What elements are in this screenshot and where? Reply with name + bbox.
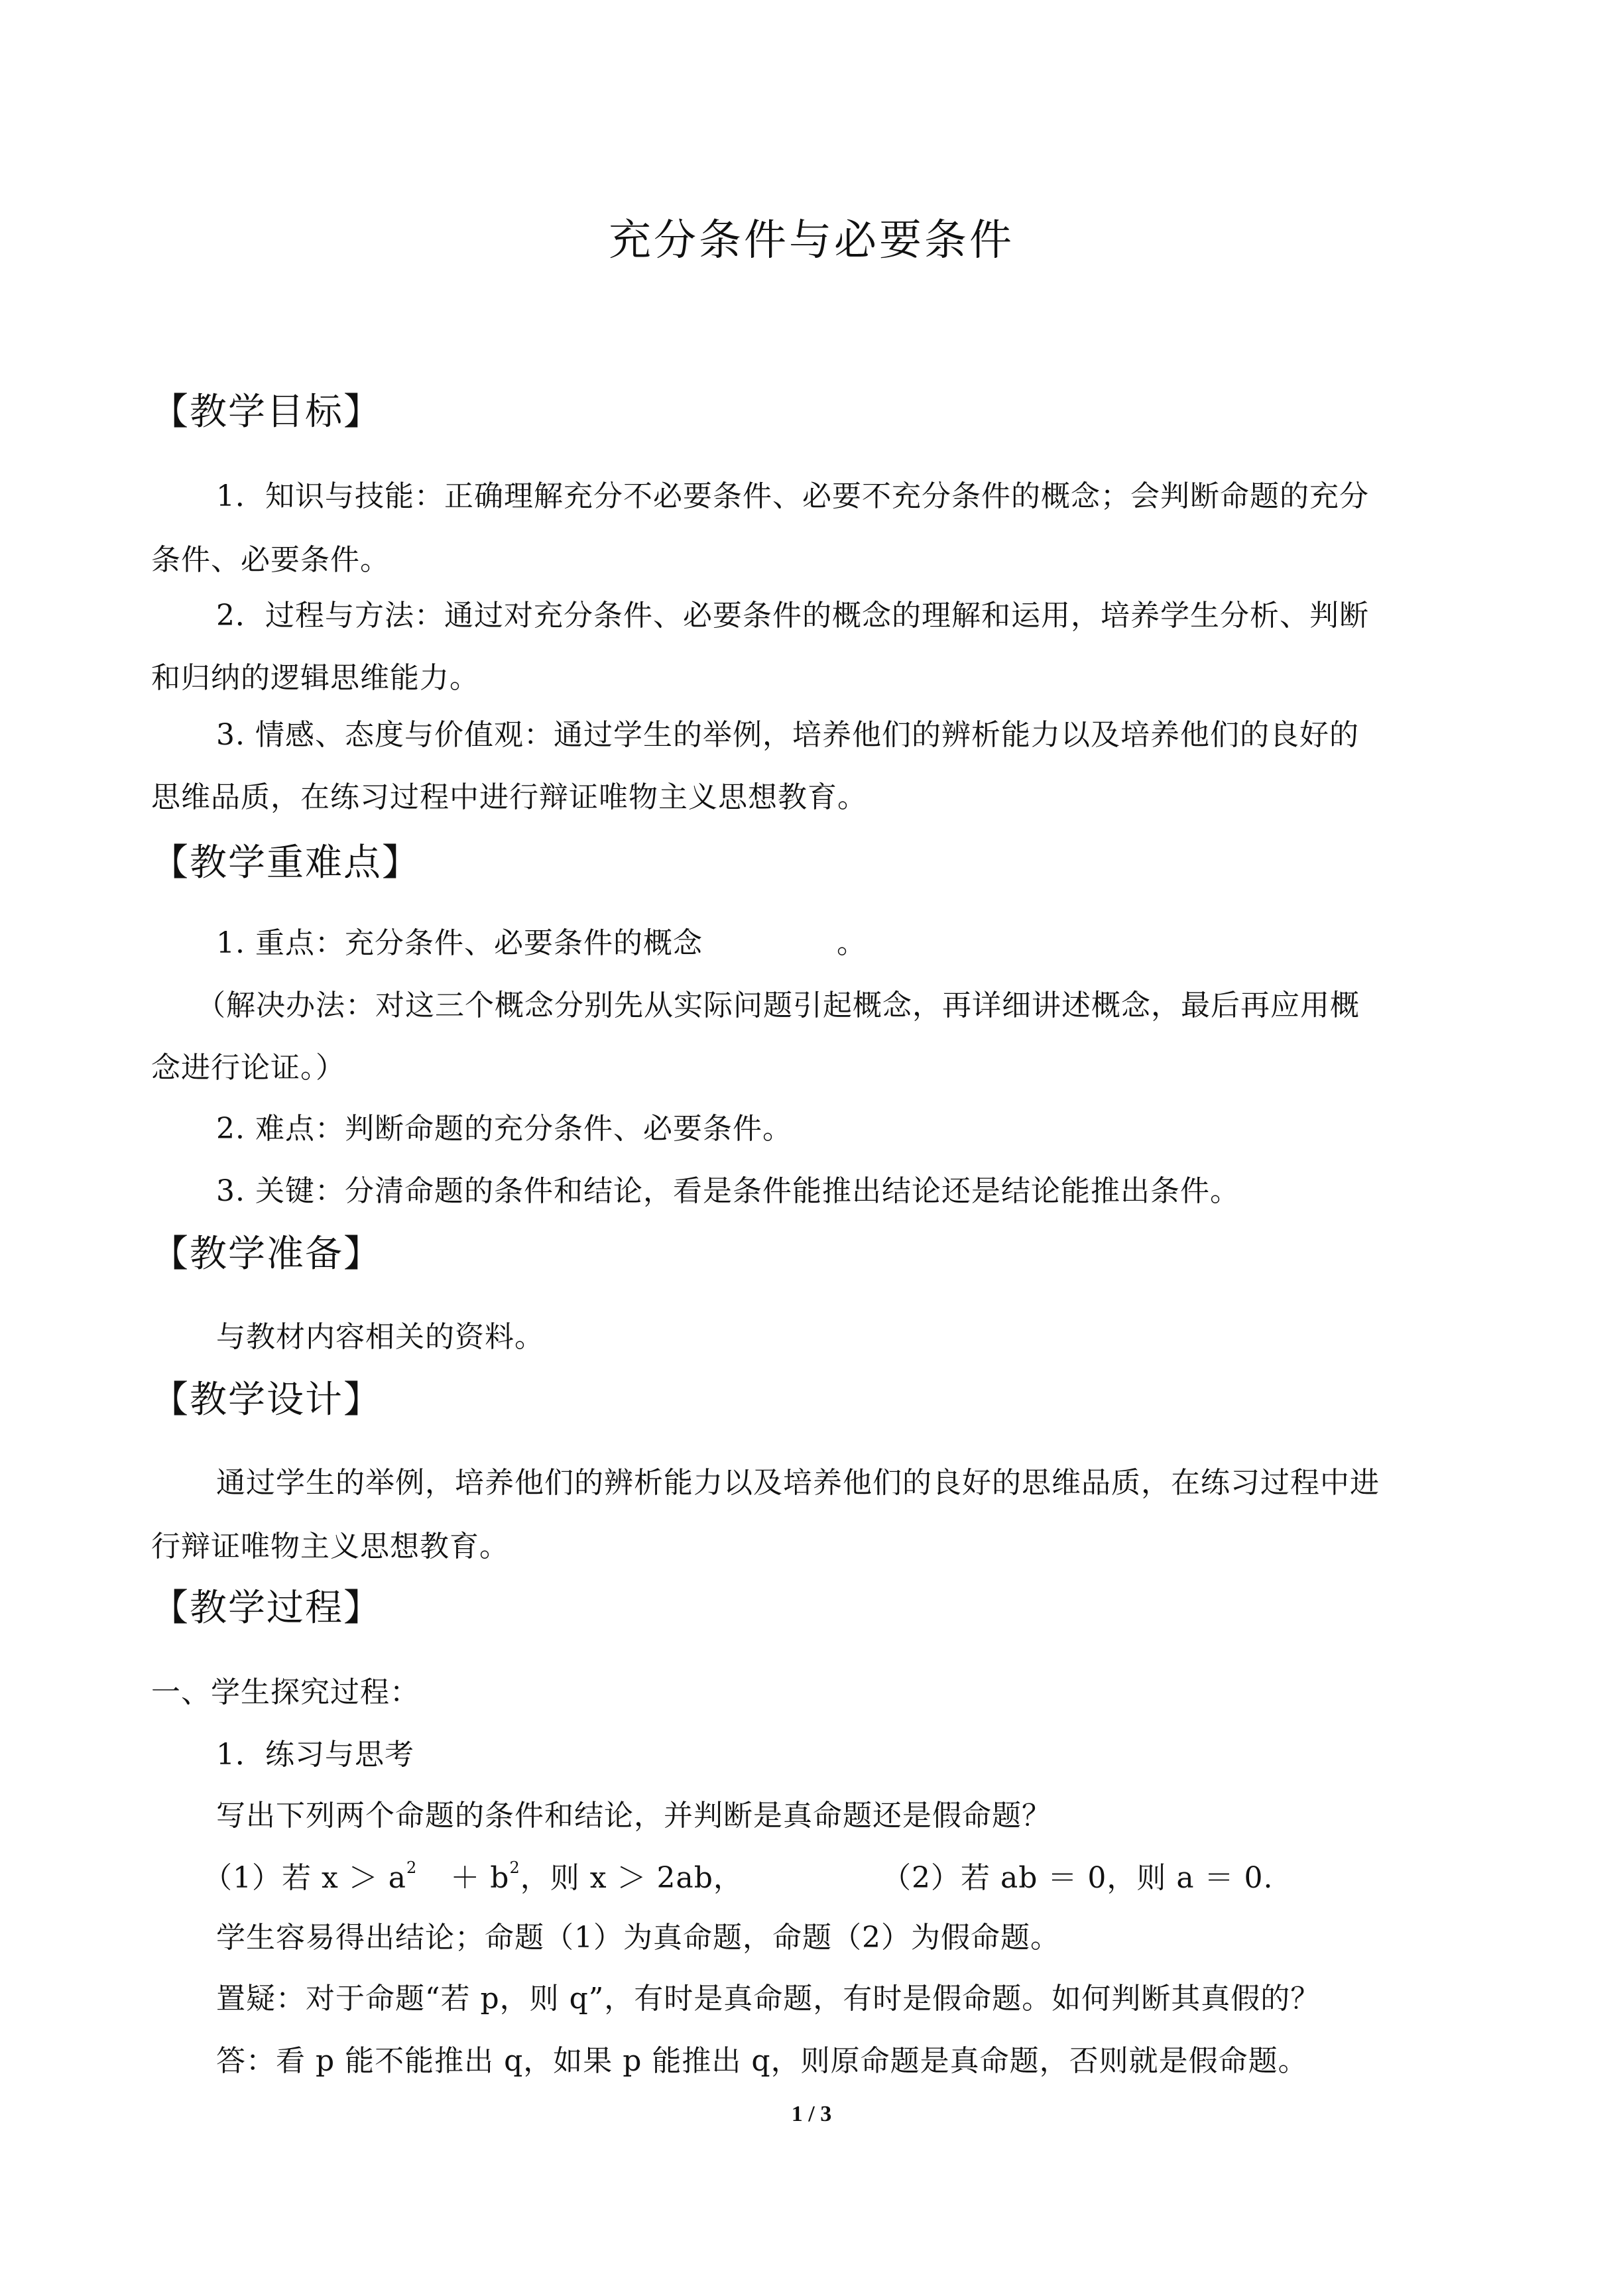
- section-heading-process: 【教学过程】: [151, 1587, 382, 1630]
- design-line-1: 通过学生的举例，培养他们的辨析能力以及培养他们的良好的思维品质，在练习过程中进: [216, 1466, 1380, 1500]
- section-heading-preparation: 【教学准备】: [151, 1233, 382, 1276]
- section-heading-objectives: 【教学目标】: [151, 391, 382, 434]
- key-points-line-4: 2. 难点：判断命题的充分条件、必要条件。: [216, 1112, 792, 1146]
- proposition-1-part-a: （1）若 x ＞ a: [203, 1861, 406, 1895]
- process-item1-label: 1．练习与思考: [216, 1738, 414, 1772]
- section-heading-design: 【教学设计】: [151, 1378, 382, 1421]
- proposition-2: （2）若 ab ＝ 0，则 a ＝ 0.: [882, 1861, 1274, 1895]
- page-number: 1 / 3: [791, 2102, 832, 2126]
- section-heading-key-points: 【教学重难点】: [151, 841, 420, 884]
- objectives-line-5: 3. 情感、态度与价值观：通过学生的举例，培养他们的辨析能力以及培养他们的良好的: [216, 718, 1359, 752]
- key-points-line-3: 念进行论证。）: [151, 1051, 345, 1085]
- preparation-line-1: 与教材内容相关的资料。: [216, 1320, 544, 1354]
- process-question: 置疑：对于命题“若 p，则 q”，有时是真命题，有时是假命题。如何判断其真假的？: [216, 1982, 1321, 2016]
- proposition-1-exponent-b: 2: [509, 1858, 520, 1877]
- proposition-1: [203, 1856, 743, 1900]
- key-points-period: 。: [837, 926, 867, 960]
- key-points-line-1: 1. 重点：充分条件、必要条件的概念: [216, 926, 703, 960]
- proposition-1-part-b: ＋ b: [450, 1861, 510, 1895]
- objectives-line-1: 1．知识与技能：正确理解充分不必要条件、必要不充分条件的概念；会判断命题的充分: [216, 479, 1369, 513]
- document-title: 充分条件与必要条件: [609, 216, 1014, 265]
- process-part1-label: 一、学生探究过程：: [151, 1675, 420, 1709]
- key-points-line-5: 3. 关键：分清命题的条件和结论，看是条件能推出结论还是结论能推出条件。: [216, 1174, 1240, 1208]
- process-answer: 答：看 p 能不能推出 q，如果 p 能推出 q，则原命题是真命题，否则就是假命题。: [216, 2044, 1308, 2078]
- key-points-line-2: （解决办法：对这三个概念分别先从实际问题引起概念，再详细讲述概念，最后再应用概: [196, 989, 1360, 1022]
- objectives-line-3: 2．过程与方法：通过对充分条件、必要条件的概念的理解和运用，培养学生分析、判断: [216, 599, 1369, 633]
- proposition-1-part-c: ，则 x ＞ 2ab，: [520, 1861, 743, 1895]
- proposition-1-exponent-a: 2: [406, 1858, 418, 1877]
- objectives-line-6: 思维品质，在练习过程中进行辩证唯物主义思想教育。: [151, 780, 867, 814]
- objectives-line-4: 和归纳的逻辑思维能力。: [151, 661, 479, 695]
- process-prompt: 写出下列两个命题的条件和结论，并判断是真命题还是假命题？: [216, 1799, 1052, 1833]
- design-line-2: 行辩证唯物主义思想教育。: [151, 1530, 509, 1563]
- objectives-line-2: 条件、必要条件。: [151, 543, 390, 577]
- process-conclusion: 学生容易得出结论；命题（1）为真命题，命题（2）为假命题。: [216, 1921, 1060, 1955]
